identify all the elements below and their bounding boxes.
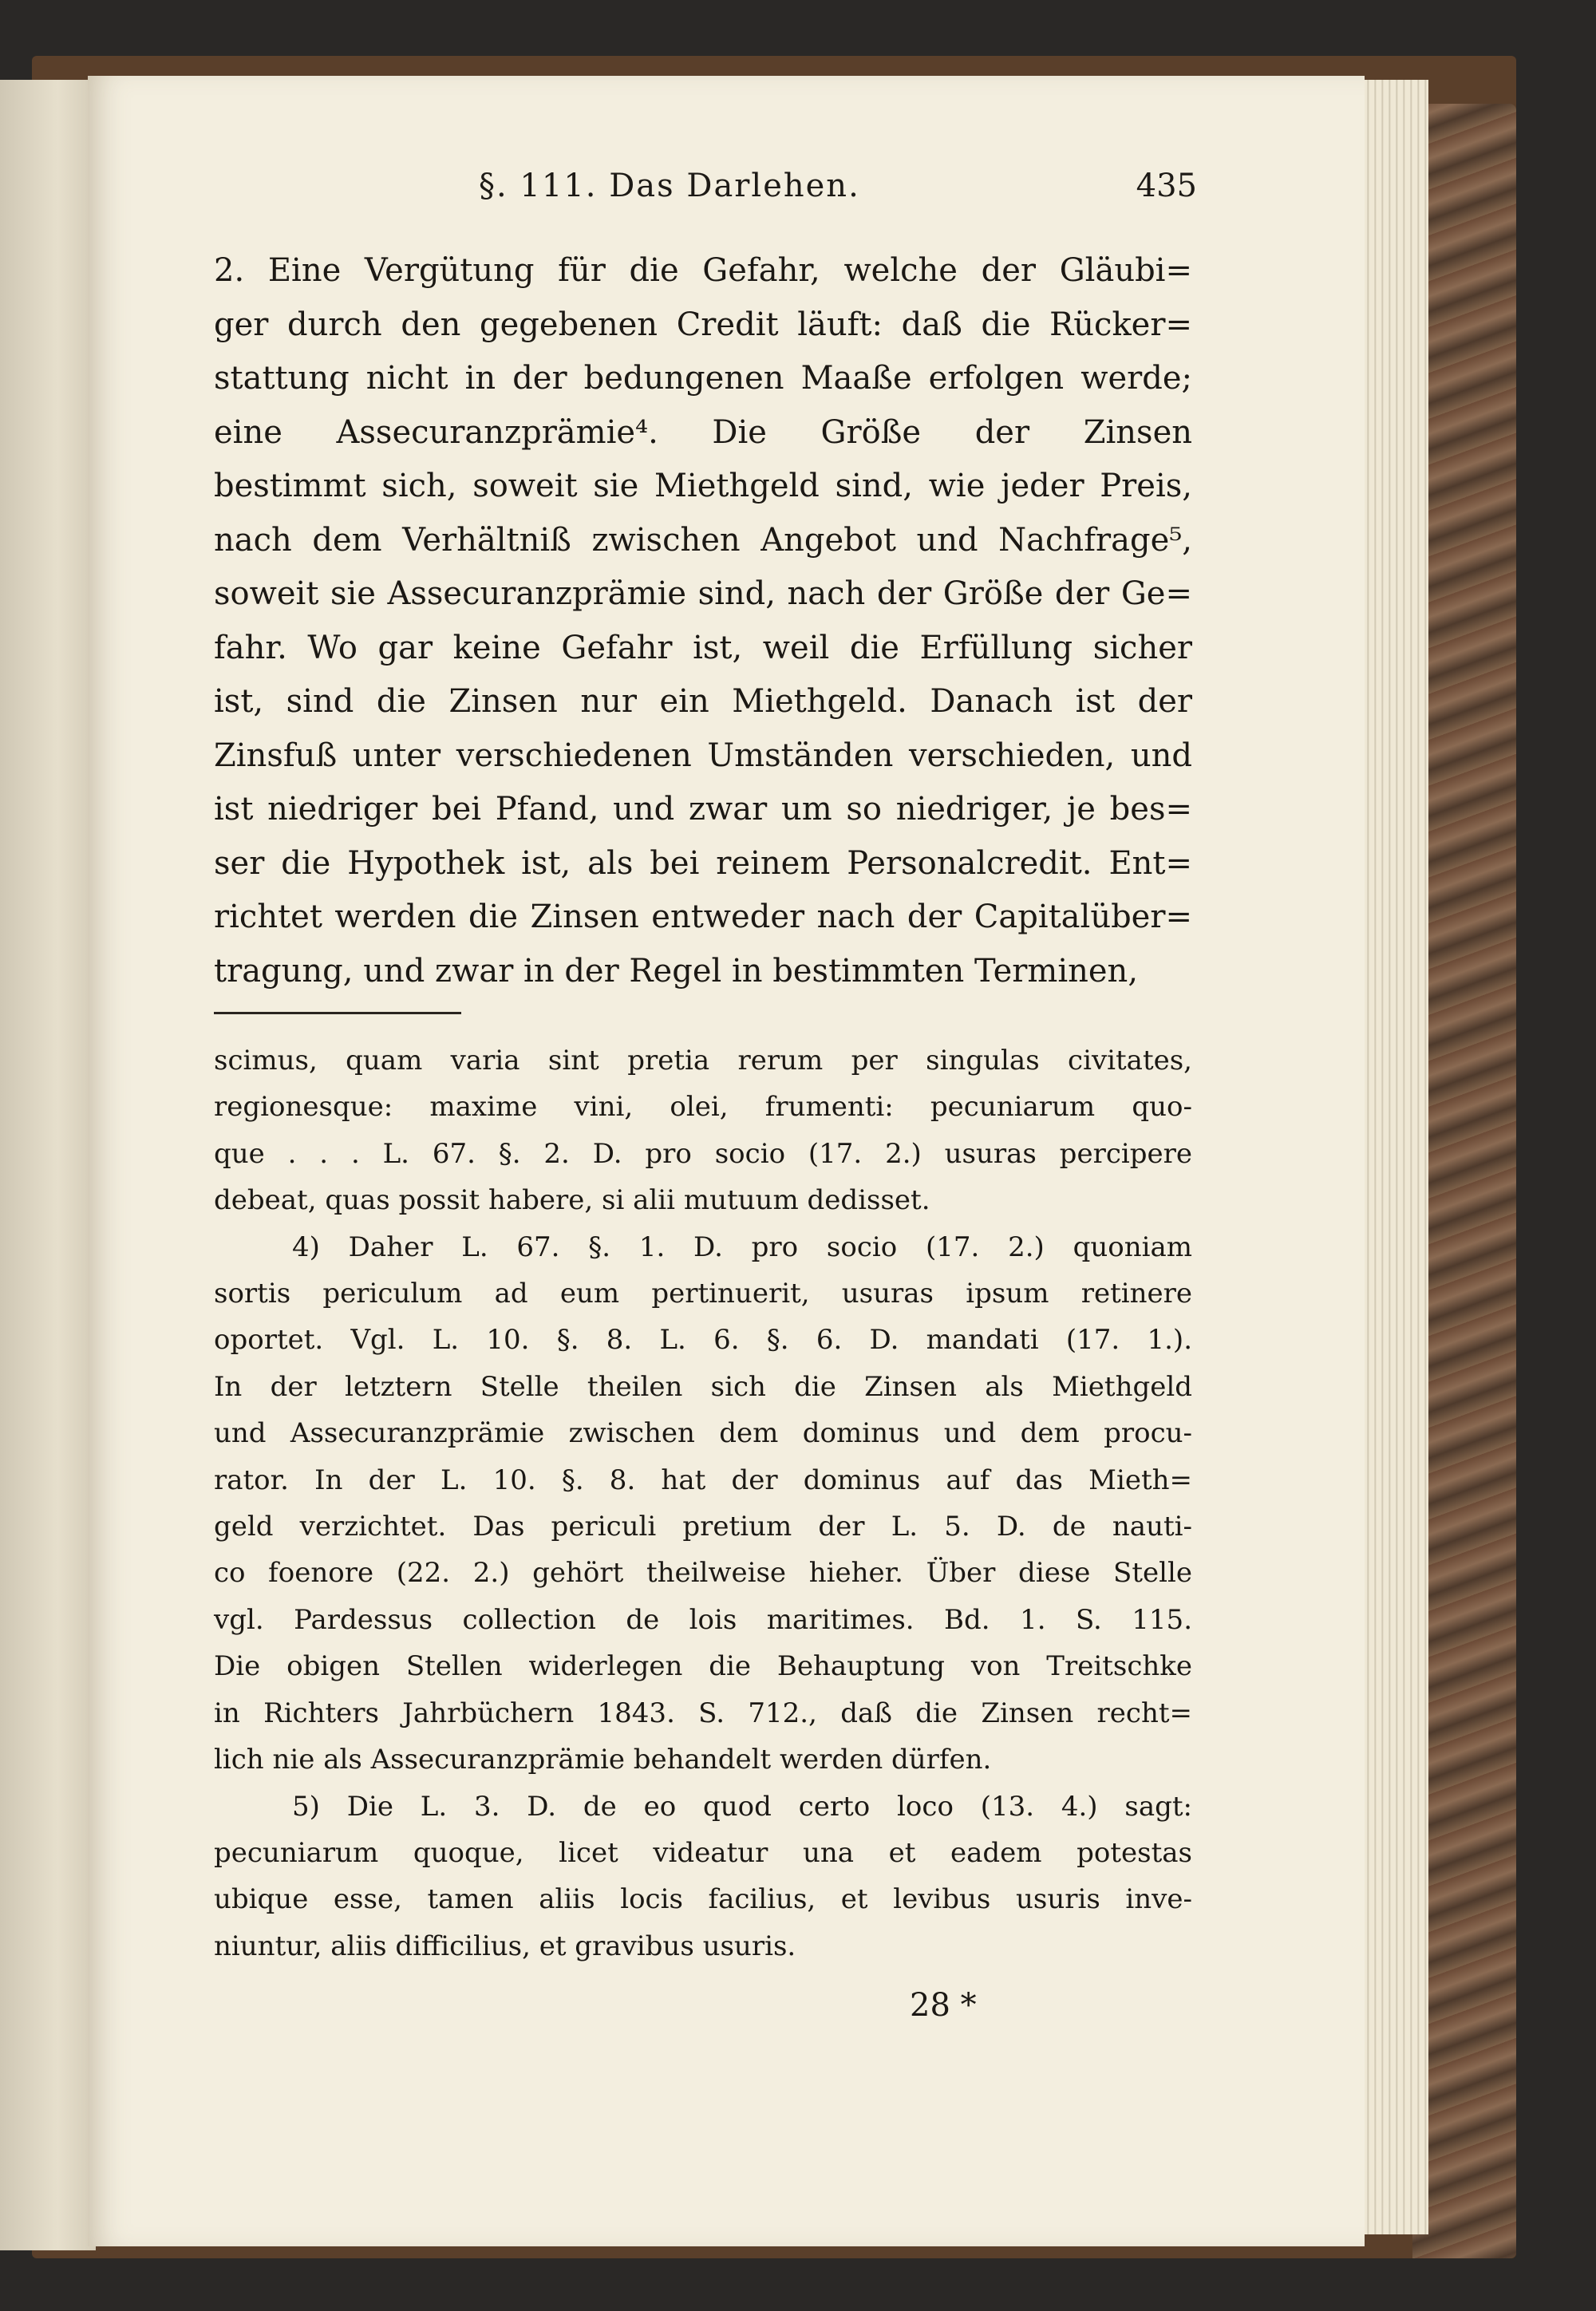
body-line: tragung, und zwar in der Regel in bestimmten Terminen, [214,952,1139,990]
footnote-line: ubique esse, tamen aliis locis facilius, et levibus usuris inve- [214,1883,1192,1916]
footnote-line: 5) Die L. 3. D. de eo quod certo loco (13. 4.) sagt: [292,1790,1192,1823]
body-line: fahr. Wo gar keine Gefahr ist, weil die Erfüllung sicher [214,629,1192,666]
footnote-line: oportet. Vgl. L. 10. §. 8. L. 6. §. 6. D. mandati (17. 1.). [214,1324,1192,1357]
footnote-line: que . . . L. 67. §. 2. D. pro socio (17. 2.) usuras percipere [214,1137,1192,1170]
footnote-line: sortis periculum ad eum pertinuerit, usuras ipsum retinere [214,1278,1192,1310]
footnote-line: debeat, quas possit habere, si alii mutuum dedisset. [214,1184,930,1217]
footnote-line: In der letztern Stelle theilen sich die Zinsen als Miethgeld [214,1370,1192,1403]
body-line: ist niedriger bei Pfand, und zwar um so niedriger, je bes= [214,791,1192,828]
printer-signature: 28 * [910,1987,977,2024]
body-line: richtet werden die Zinsen entweder nach der Capitalüber= [214,899,1192,935]
facing-page-edge [0,80,96,2250]
footnote-line: scimus, quam varia sint pretia rerum per singulas civitates, [214,1045,1192,1076]
body-line: nach dem Verhältniß zwischen Angebot und Nachfrage⁵, [214,521,1192,559]
footnote-line: und Assecuranzprämie zwischen dem dominus und dem procu- [214,1417,1192,1450]
section-title: §. 111. Das Darlehen. [479,168,860,204]
body-line: 2. Eine Vergütung für die Gefahr, welche der Gläubi= [214,252,1192,289]
footnote-line: co foenore (22. 2.) gehört theilweise hieher. Über diese Stelle [214,1557,1192,1590]
body-line: Zinsfuß unter verschiedenen Umständen verschieden, und [214,737,1192,774]
body-line: bestimmt sich, soweit sie Miethgeld sind, wie jeder Preis, [214,468,1192,504]
body-line: ist, sind die Zinsen nur ein Miethgeld. Danach ist der [214,683,1192,720]
footnote-line: pecuniarum quoque, licet videatur una et eadem potestas [214,1836,1192,1869]
footnote-separator [214,1012,461,1014]
footnote-line: geld verzichtet. Das periculi pretium der L. 5. D. de nauti- [214,1511,1192,1543]
body-line: eine Assecuranzprämie⁴. Die Größe der Zinsen [214,413,1192,451]
running-header [215,168,1197,215]
footnote-line: Die obigen Stellen widerlegen die Behauptung von Treitschke [214,1650,1192,1683]
footnote-line: 4) Daher L. 67. §. 1. D. pro socio (17. 2.) quoniam [292,1231,1192,1263]
page-number: 435 [1136,168,1197,204]
footnote-line: regionesque: maxime vini, olei, frumenti: pecuniarum quo- [214,1091,1192,1124]
body-line: stattung nicht in der bedungenen Maaße erfolgen werde; [214,360,1192,397]
footnote-line: niuntur, aliis difficilius, et gravibus usuris. [214,1930,796,1962]
footnote-line: vgl. Pardessus collection de lois maritimes. Bd. 1. S. 115. [214,1603,1192,1636]
body-line: ser die Hypothek ist, als bei reinem Personalcredit. Ent= [214,844,1192,882]
body-line: soweit sie Assecuranzprämie sind, nach der Größe der Ge= [214,575,1192,612]
footnote-line: lich nie als Assecuranzprämie behandelt werden dürfen. [214,1744,992,1776]
footnote-line: rator. In der L. 10. §. 8. hat der dominus auf das Mieth= [214,1464,1192,1496]
footnotes [214,1037,1192,1969]
body-line: ger durch den gegebenen Credit läuft: daß die Rücker= [214,306,1192,343]
body-text [214,244,1192,998]
footnote-line: in Richters Jahrbüchern 1843. S. 712., daß die Zinsen recht= [214,1697,1192,1729]
